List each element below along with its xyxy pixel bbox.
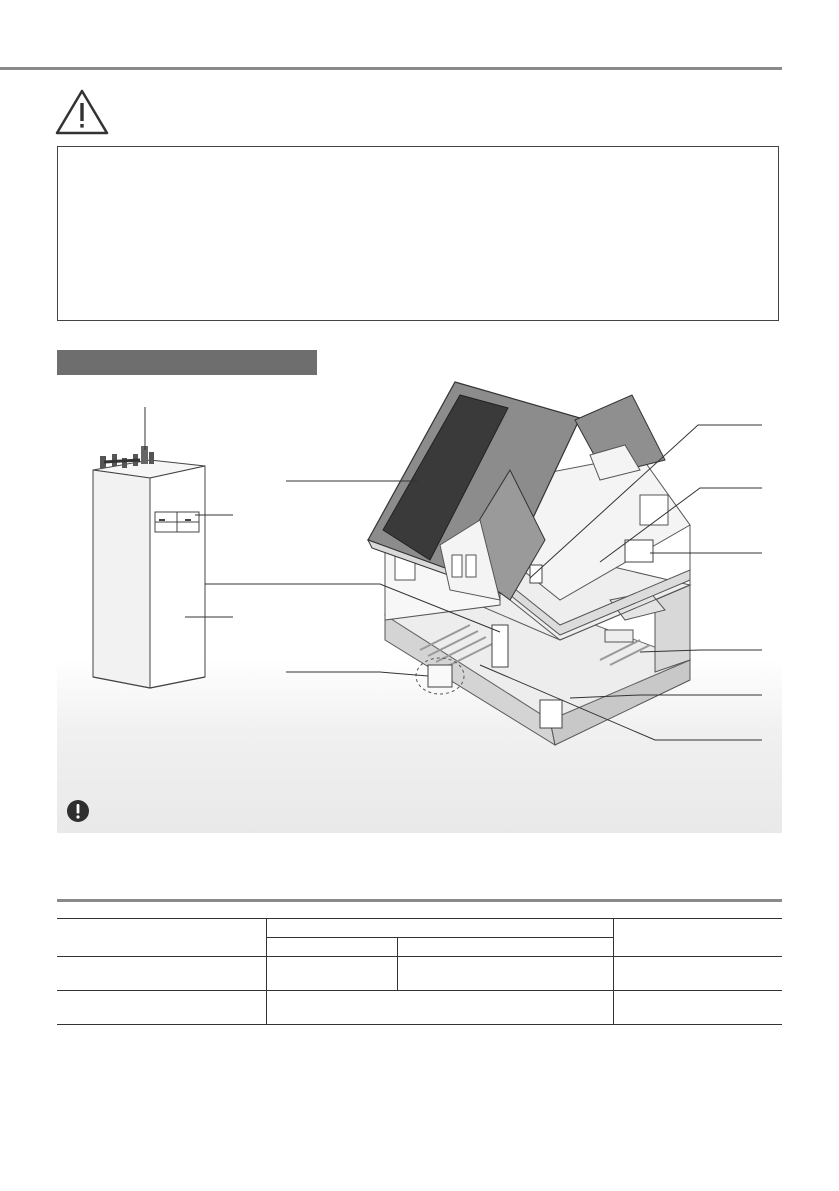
table-cell (613, 957, 782, 991)
table-cell (266, 957, 397, 991)
table-row (57, 991, 782, 1025)
table-cell (57, 991, 266, 1025)
table-cell (57, 957, 266, 991)
section-title-bar (57, 350, 317, 375)
table-header-cell (266, 919, 613, 938)
bottom-rule (57, 899, 782, 902)
table-cell (266, 991, 613, 1025)
system-illustration-panel (57, 377, 782, 833)
table-cell (613, 991, 782, 1025)
table-cell (397, 957, 613, 991)
table-header-cell (266, 938, 397, 957)
table-header-cell (613, 919, 782, 957)
table-header-cell (57, 919, 266, 957)
warning-triangle-icon (55, 88, 109, 136)
spec-table (57, 918, 782, 1025)
table-header-row (57, 919, 782, 938)
exclamation-circle-icon (66, 799, 90, 823)
table-row (57, 957, 782, 991)
top-rule (0, 67, 782, 70)
warning-box (57, 146, 779, 321)
table-header-cell (397, 938, 613, 957)
